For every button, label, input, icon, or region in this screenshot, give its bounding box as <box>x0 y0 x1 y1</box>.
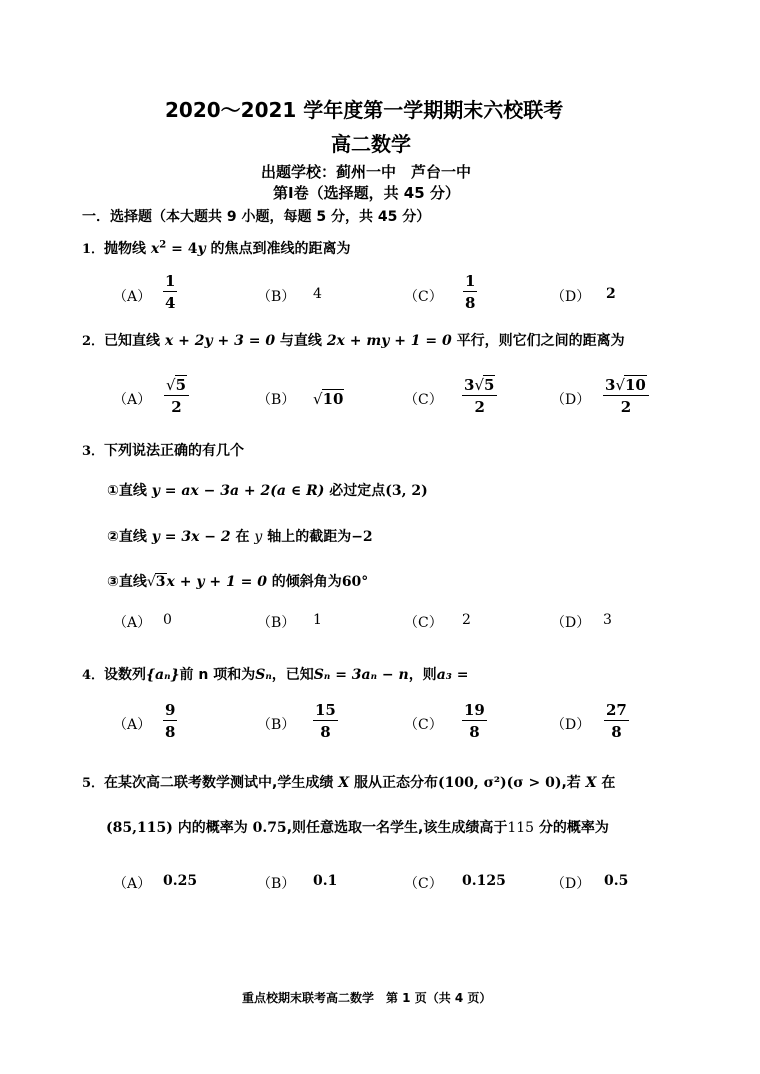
option-b-label: （B） <box>257 615 296 631</box>
option-c-label: （C） <box>404 717 443 733</box>
option-d-label: （D） <box>551 876 591 892</box>
q3-option-b-value: 1 <box>313 612 322 628</box>
option-d-label: （D） <box>551 717 591 733</box>
question-5-stem-line-2: (85,115) 内的概率为 0.75,则任意选取一名学生,该生成绩高于115 分的概率为 <box>106 820 609 836</box>
option-a-label: （A） <box>113 717 152 733</box>
option-c-label: （C） <box>404 392 443 408</box>
q3-option-a-value: 0 <box>163 612 172 628</box>
q5-option-d-value: 0.5 <box>604 873 629 889</box>
question-2-stem: 2．已知直线 x + 2y + 3 = 0 与直线 2x + my + 1 = 0 平行，则它们之间的距离为 <box>82 333 625 349</box>
option-b-label: （B） <box>257 289 296 305</box>
question-1-stem: 1．抛物线 $x^2 = 4y$ 的焦点到准线的距离为 <box>82 239 351 257</box>
q4-option-c-fraction: $\frac{19}{8}$ <box>464 701 485 741</box>
option-c-label: （C） <box>404 289 443 305</box>
option-d-label: （D） <box>551 392 591 408</box>
q5-option-b-value: 0.1 <box>313 873 338 889</box>
exam-title: 2020～2021 学年度第一学期期末六校联考 <box>165 98 564 122</box>
q2-option-b-value: √10 <box>313 390 344 408</box>
exam-subject: 高二数学 <box>331 132 411 156</box>
exam-schools: 出题学校：蓟州一中 芦台一中 <box>261 163 472 181</box>
page-footer: 重点校期末联考高二数学 第 1 页（共 4 页） <box>242 991 492 1005</box>
q1-option-d-value: 2 <box>606 286 616 302</box>
q4-option-b-fraction: $\frac{15}{8}$ <box>315 701 336 741</box>
option-b-label: （B） <box>257 876 296 892</box>
q3-option-c-value: 2 <box>462 612 471 628</box>
statement-3: ③直线√3x + y + 1 = 0 的倾斜角为60° <box>107 574 369 590</box>
option-b-label: （B） <box>257 717 296 733</box>
q5-option-c-value: 0.125 <box>462 873 506 889</box>
q4-option-a-fraction: $\frac{9}{8}$ <box>165 701 176 741</box>
option-b-label: （B） <box>257 392 296 408</box>
question-3-stem: 3．下列说法正确的有几个 <box>82 443 245 459</box>
q1-option-c-fraction: $\frac{1}{8}$ <box>465 272 476 312</box>
option-d-label: （D） <box>551 615 591 631</box>
q1-option-b-value: 4 <box>313 286 322 302</box>
option-a-label: （A） <box>113 615 152 631</box>
option-a-label: （A） <box>113 392 152 408</box>
question-number: 1． <box>82 242 105 257</box>
question-5-stem-line-1: 5．在某次高二联考数学测试中,学生成绩 X 服从正态分布(100, σ²)(σ > 0),若 X 在 <box>82 775 616 791</box>
statement-2: ②直线 y = 3x − 2 在 y 轴上的截距为−2 <box>107 529 373 545</box>
q5-option-a-value: 0.25 <box>163 873 198 889</box>
question-4-stem: 4．设数列{aₙ}前 n 项和为Sₙ，已知Sₙ = 3aₙ − n，则a₃ = <box>82 667 469 683</box>
exam-volume: 第Ⅰ卷（选择题，共 45 分） <box>273 184 460 202</box>
q1-option-a-fraction: $\frac{1}{4}$ <box>165 272 176 312</box>
option-d-label: （D） <box>551 289 591 305</box>
option-a-label: （A） <box>113 876 152 892</box>
q2-option-c-fraction: $\frac{3√5}{2}$ <box>462 375 497 416</box>
section-heading: 一．选择题（本大题共 9 小题，每题 5 分，共 45 分） <box>82 209 431 225</box>
option-c-label: （C） <box>404 876 443 892</box>
option-a-label: （A） <box>113 289 152 305</box>
q4-option-d-fraction: $\frac{27}{8}$ <box>606 701 627 741</box>
q2-option-a-fraction: $\frac{√5}{2}$ <box>164 375 189 416</box>
statement-1: ①直线 y = ax − 3a + 2(a ∈ R) 必过定点(3, 2) <box>107 483 428 499</box>
q2-option-d-fraction: $\frac{3√10}{2}$ <box>603 375 649 416</box>
q3-option-d-value: 3 <box>603 612 612 628</box>
option-c-label: （C） <box>404 615 443 631</box>
